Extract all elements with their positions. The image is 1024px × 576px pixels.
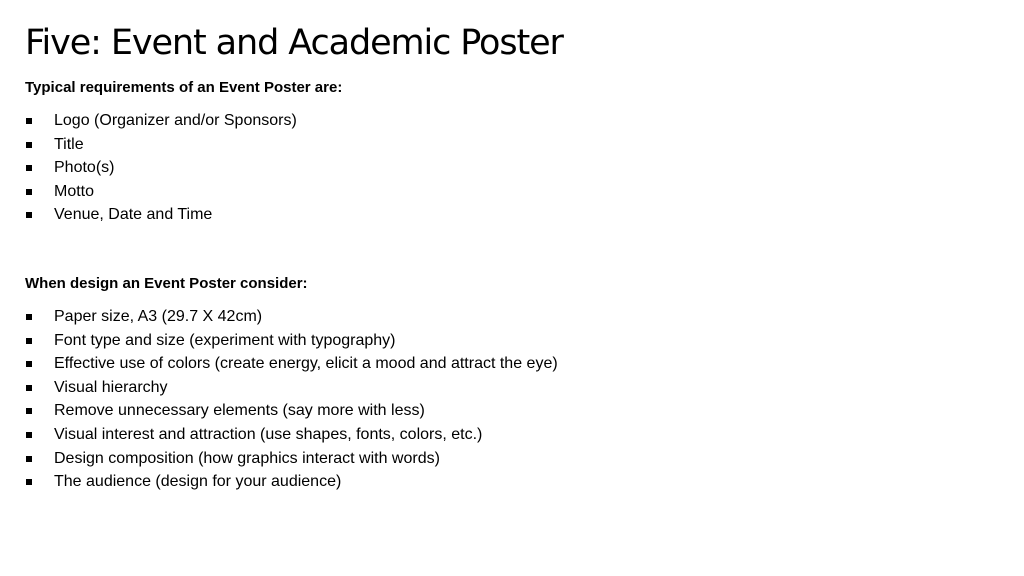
square-bullet-icon — [26, 385, 32, 391]
list-item — [25, 447, 558, 471]
square-bullet-icon — [26, 165, 32, 171]
list-item — [25, 352, 558, 376]
list-item — [25, 376, 558, 400]
list-item — [25, 180, 342, 204]
square-bullet-icon — [26, 189, 32, 195]
requirements-heading: Typical requirements of an Event Poster are: — [25, 79, 343, 96]
list-item-text: Photo(s) — [54, 159, 115, 177]
list-item-text: Paper size, A3 (29.7 X 42cm) — [54, 308, 263, 325]
considerations-list — [25, 305, 558, 494]
list-item — [25, 156, 342, 180]
square-bullet-icon — [26, 361, 32, 367]
list-item — [25, 470, 558, 494]
list-item — [25, 399, 558, 423]
list-item-text: Motto — [54, 182, 95, 200]
square-bullet-icon — [26, 479, 32, 485]
square-bullet-icon — [26, 212, 32, 218]
list-item — [25, 329, 558, 353]
design-considerations-section — [25, 274, 558, 494]
list-item — [25, 203, 342, 227]
list-item-text: Font type and size (experiment with typography) — [54, 331, 396, 349]
square-bullet-icon — [26, 118, 32, 124]
square-bullet-icon — [26, 338, 32, 344]
considerations-heading: When design an Event Poster consider: — [25, 275, 308, 292]
requirements-section — [25, 78, 342, 227]
list-item-text: Effective use of colors (create energy, elicit a mood and attract the eye) — [54, 355, 558, 373]
square-bullet-icon — [26, 456, 32, 462]
list-item — [25, 305, 558, 329]
list-item-text: Title — [54, 135, 84, 153]
list-item-text: Visual interest and attraction (use shapes, fonts, colors, etc.) — [54, 425, 483, 443]
square-bullet-icon — [26, 408, 32, 414]
list-item — [25, 109, 342, 133]
square-bullet-icon — [26, 142, 32, 148]
list-item-text: Logo (Organizer and/or Sponsors) — [54, 112, 297, 129]
square-bullet-icon — [26, 314, 32, 320]
slide-title: Five: Event and Academic Poster — [25, 23, 563, 63]
list-item — [25, 423, 558, 447]
requirements-list — [25, 109, 342, 227]
list-item-text: Venue, Date and Time — [54, 206, 213, 224]
list-item-text: The audience (design for your audience) — [54, 473, 342, 491]
list-item-text: Visual hierarchy — [54, 378, 168, 396]
square-bullet-icon — [26, 432, 32, 438]
list-item-text: Remove unnecessary elements (say more with less) — [54, 402, 425, 420]
list-item — [25, 133, 342, 157]
list-item-text: Design composition (how graphics interact with words) — [54, 449, 440, 467]
